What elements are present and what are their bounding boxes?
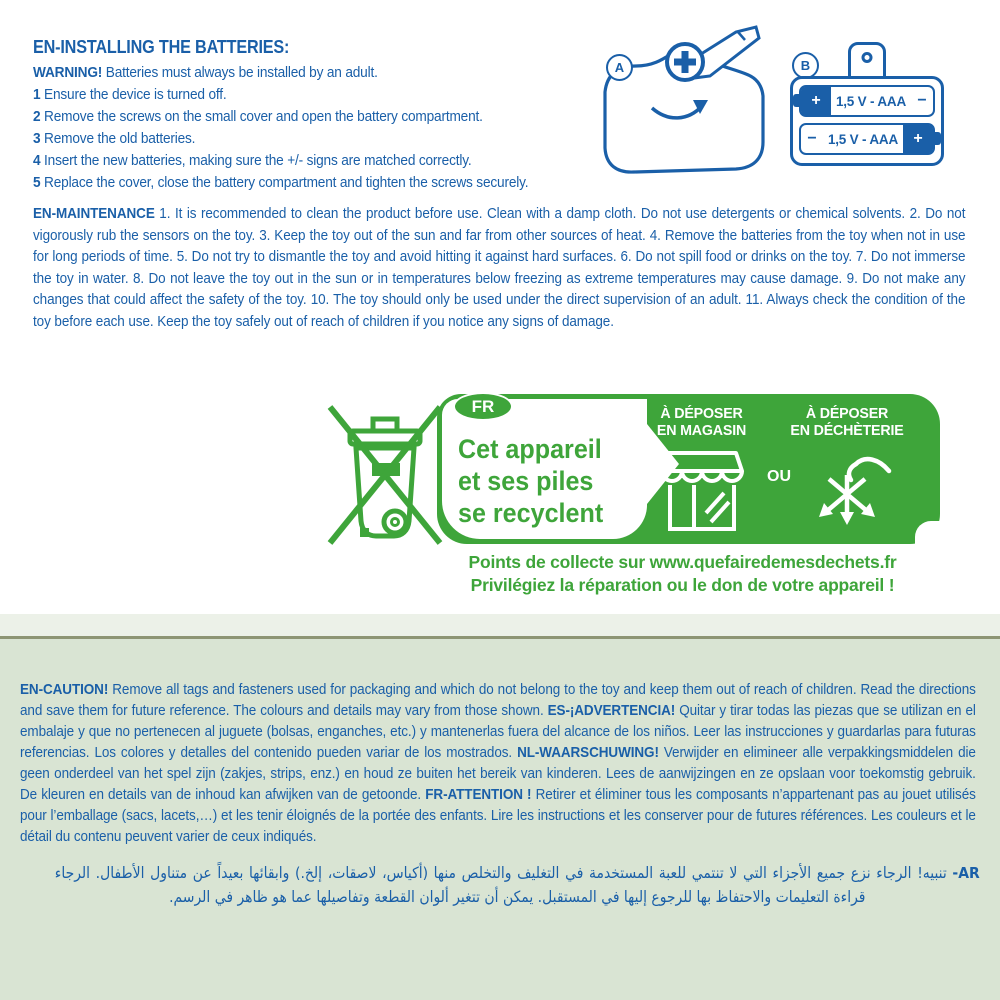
recycle-claim-line-2: et ses piles [458,466,594,496]
tab-hole-icon [862,52,873,63]
arabic-block [55,861,980,909]
diagram-b [788,42,948,174]
battery-plus-cap: + [801,87,831,115]
dropoff-dechetterie-column: À DÉPOSER EN DÉCHÈTERIE [769,406,925,540]
recycle-claim-line-1: Cet appareil [458,434,602,464]
diagram-a-label: A [606,54,633,81]
fr-badge: FR [453,392,513,421]
step-row [33,128,618,150]
battery-minus-sign: − [917,92,927,109]
separator-strip [0,614,1000,636]
battery-terminal-nub [793,94,799,107]
battery-plus-cap: + [903,125,933,153]
arabic-paragraph: AR- تنبيه! الرجاء نزع جميع الأجزاء التي لا تنتمي للعبة المستخدمة في التغليف والتخلص منها (أكياس، لاصقات، إلخ.) وابقائها بعيداً عن متناول الأطفال. الرجاء قراءة التعليمات والاحتفاظ بها للرجوع إليها في المستقبل. يمكن أن تتغير ألوان القطعة وتفاصيلها عما هو ظاهر في الرسم. [55,864,980,906]
install-heading: EN-INSTALLING THE BATTERIES: [33,37,290,57]
step-row [33,84,618,106]
dropoff-store-title: À DÉPOSER [660,405,743,422]
step-text: Remove the old batteries. [40,130,196,147]
collection-points-line: Points de collecte sur www.quefairedemesdechets.fr [468,552,897,572]
step-number: 5 [33,174,41,191]
step-text: Replace the cover, close the battery compartment and tighten the screws securely. [40,174,529,191]
step-number: 3 [33,130,41,147]
step-number: 4 [33,152,41,169]
warning-label: WARNING! [33,64,103,81]
battery-install-section [33,36,618,194]
caution-paragraph: EN-CAUTION! Remove all tags and fasteners used for packaging and which do not belong to the toy and keep them out of reach of children. Read the directions and save them for future reference. The colours and details may vary from those shown. ES-¡ADVERTENCIA! Quitar y tirar todas las piezas que se utilizan en el embalaje y que no pertenecen al juguete (bolsas, enganches, etc.) y mantenerlas fuera del alcance de los niños. Leer las instrucciones y guardarlas para futuras referencias. Los colores y detalles del contenido pueden variar de los mostrados. NL-WAARSCHUWING! Verwijder en elimineer alle verpakkingsmiddelen die geen onderdeel van het spel zijn (zakjes, strips, enz.) en houd ze buiten het bereik van kinderen. Lees de aanwijzingen en ze opslaan voor toekomstig gebruik. De kleuren en details van de inhoud kan afwijken van de getoonde. FR-ATTENTION ! Retirer et éliminer tous les composants n’appartenant pas au jouet utilisés pour l’emballage (sacs, lacets,…) et les tenir éloignés de la portée des enfants. Lire les instructions et les conserver pour de futures références. Les couleurs et le détail du contenu peuvent varier de ceux indiqués. [20,681,976,845]
battery-minus-sign: − [807,130,817,147]
dropoff-store-column: À DÉPOSER EN MAGASIN [629,406,774,540]
battery-voltage-label: 1,5 V - AAA [835,93,907,109]
diagram-a [598,24,770,182]
battery-terminal-nub [935,132,941,145]
caution-section [0,639,1000,1000]
screwdriver-cover-icon [598,24,770,182]
battery-voltage-label: 1,5 V - AAA [827,131,899,147]
step-text: Remove the screws on the small cover and open the battery compartment. [40,108,483,125]
step-row [33,172,618,194]
step-text: Insert the new batteries, making sure the +/- signs are matched correctly. [40,152,472,169]
maintenance-paragraph: EN-MAINTENANCE 1. It is recommended to clean the product before use. Clean with a damp cloth. Do not use detergents or chemical solvents. 2. Do not vigorously rub the sensors on the toy. 3. Keep the toy out of the sun and far from other sources of heat. 4. Remove the batteries from the toy when not in use for long periods of time. 5. Do not try to dismantle the toy and avoid hitting it against hard surfaces. 6. Do not spill food or drinks on the toy. 7. Do not immerse the toy in water. 8. Do not leave the toy out in the sun or in temperatures below freezing as extreme temperatures may cause damage. 9. Do not make any changes that could affect the safety of the toy. 10. The toy should only be used under the direct supervision of an adult. 11. Always check the condition of the toy before each use. Keep the toy safely out of reach of children if you notice any signs of damage. [33,205,966,330]
recycle-claim-text [458,433,603,529]
warning-line [33,62,618,84]
recycle-claim-line-3: se recyclent [458,498,604,528]
dropoff-dechetterie-title: À DÉPOSER [805,405,889,422]
step-row [33,106,618,128]
or-separator: OU [767,468,791,485]
infotri-logo [437,394,940,544]
step-number: 1 [33,86,41,103]
collection-info [420,551,945,597]
hanging-tab [848,42,886,80]
step-number: 2 [33,108,41,125]
warning-text: Batteries must always be installed by an adult. [102,64,378,81]
battery-holder [790,76,944,166]
chevron-right-shape [647,424,679,504]
repair-donate-line: Privilégiez la réparation ou le don de votre appareil ! [470,575,895,595]
diagram-b-label: B [792,52,819,79]
step-row [33,150,618,172]
battery-row-2 [799,123,935,155]
battery-row-1 [799,85,935,117]
dechetterie-sorting-icon [801,443,893,535]
step-text: Ensure the device is turned off. [40,86,227,103]
weee-crossed-bin-icon [326,391,444,549]
